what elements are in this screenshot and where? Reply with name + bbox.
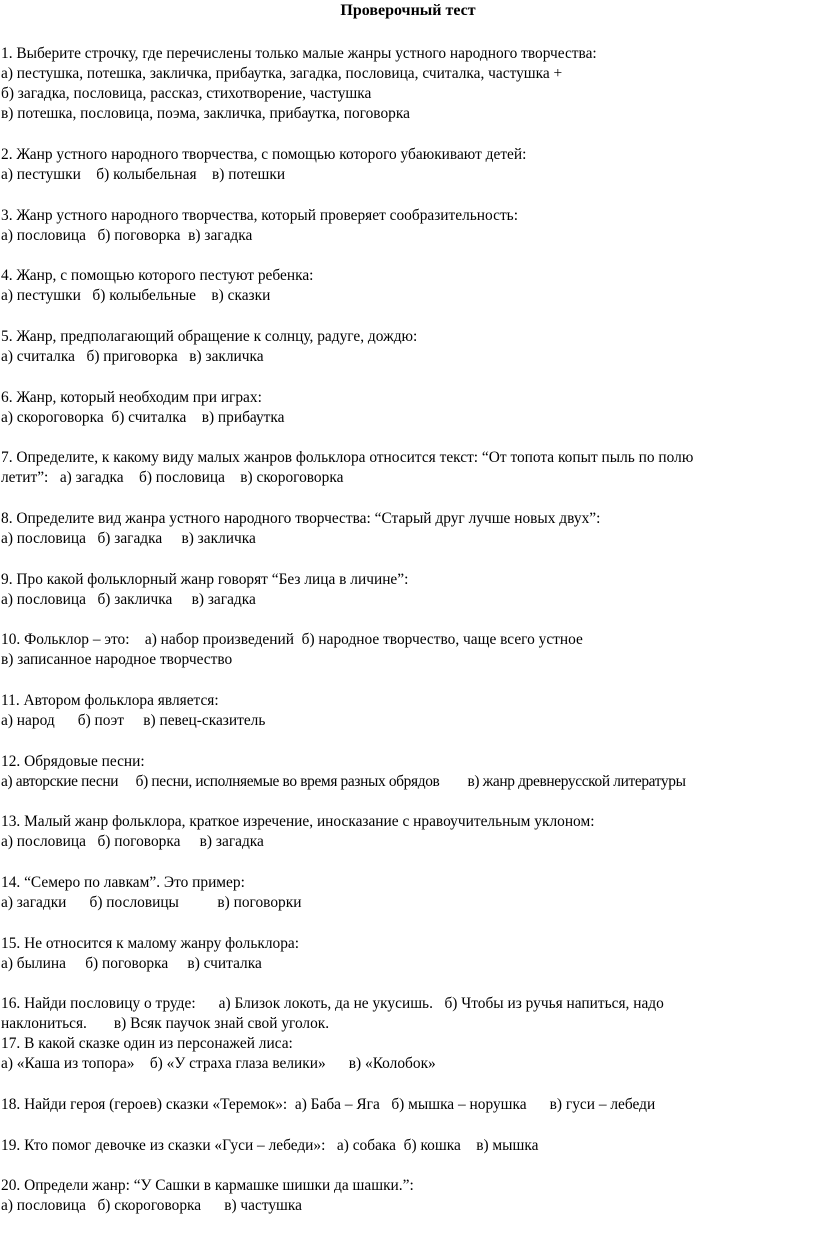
- page-title: Проверочный тест: [340, 2, 476, 19]
- answer-line: а) пестушки б) колыбельная в) потешки: [1, 166, 286, 183]
- question-18: 18. Найди героя (героев) сказки «Теремок»: а) Баба – Яга б) мышка – норушка в) гуси – лебеди: [1, 1096, 656, 1113]
- answer-line: летит”: а) загадка б) пословица в) скороговорка: [1, 469, 344, 486]
- question-7: 7. Определите, к какому виду малых жанров фольклора относится текст: “От топота копыт пыль по полю: [1, 449, 694, 466]
- answer-line: а) былина б) поговорка в) считалка: [1, 955, 262, 972]
- question-14: 14. “Семеро по лавкам”. Это пример:: [1, 874, 245, 891]
- question-20: 20. Определи жанр: “У Сашки в кармашке шишки да шашки.”:: [1, 1177, 414, 1194]
- question-5: 5. Жанр, предполагающий обращение к солнцу, радуге, дождю:: [1, 328, 418, 345]
- question-16: 16. Найди пословицу о труде: а) Близок локоть, да не укусишь. б) Чтобы из ручья напиться, надо: [1, 995, 664, 1012]
- answer-line: а) пословица б) загадка в) закличка: [1, 530, 256, 547]
- question-3: 3. Жанр устного народного творчества, который проверяет сообразительность:: [1, 207, 518, 224]
- question-12: 12. Обрядовые песни:: [1, 753, 145, 770]
- answer-line: в) записанное народное творчество: [1, 651, 233, 668]
- question-6: 6. Жанр, который необходим при играх:: [1, 389, 262, 406]
- question-13: 13. Малый жанр фольклора, краткое изречение, иносказание с нравоучительным уклоном:: [1, 813, 595, 830]
- question-2: 2. Жанр устного народного творчества, с помощью которого убаюкивают детей:: [1, 146, 527, 163]
- answer-line: а) народ б) поэт в) певец-сказитель: [1, 712, 266, 729]
- question-15: 15. Не относится к малому жанру фольклора:: [1, 935, 299, 952]
- answer-line: а) считалка б) приговорка в) закличка: [1, 348, 264, 365]
- answer-line: а) пословица б) скороговорка в) частушка: [1, 1197, 302, 1214]
- question-17: 17. В какой сказке один из персонажей лиса:: [1, 1035, 293, 1052]
- answer-line: а) пестушки б) колыбельные в) сказки: [1, 287, 271, 304]
- answer-line: а) пословица б) поговорка в) загадка: [1, 833, 264, 850]
- answer-line: а) пословица б) поговорка в) загадка: [1, 227, 253, 244]
- question-19: 19. Кто помог девочке из сказки «Гуси – лебеди»: а) собака б) кошка в) мышка: [1, 1137, 539, 1154]
- answer-line: а) скороговорка б) считалка в) прибаутка: [1, 409, 285, 426]
- question-11: 11. Автором фольклора является:: [1, 692, 219, 709]
- question-8: 8. Определите вид жанра устного народного творчества: “Старый друг лучше новых двух”:: [1, 510, 601, 527]
- answer-line: а) пословица б) закличка в) загадка: [1, 591, 256, 608]
- question-9: 9. Про какой фольклорный жанр говорят “Без лица в личине”:: [1, 571, 409, 588]
- answer-line: наклониться. в) Всяк паучок знай свой уголок.: [1, 1015, 330, 1032]
- answer-line: а) пестушка, потешка, закличка, прибаутка, загадка, пословица, считалка, частушка +: [1, 65, 563, 82]
- answer-line: а) загадки б) пословицы в) поговорки: [1, 894, 302, 911]
- answer-line: б) загадка, пословица, рассказ, стихотворение, частушка: [1, 85, 372, 102]
- question-10: 10. Фольклор – это: а) набор произведений б) народное творчество, чаще всего устное: [1, 631, 583, 648]
- question-4: 4. Жанр, с помощью которого пестуют ребенка:: [1, 267, 314, 284]
- answer-line: в) потешка, пословица, поэма, закличка, прибаутка, поговорка: [1, 105, 410, 122]
- answer-line: а) авторские песни б) песни, исполняемые во время разных обрядов в) жанр древнерусской литературы: [1, 773, 686, 790]
- answer-line: а) «Каша из топора» б) «У страха глаза велики» в) «Колобок»: [1, 1055, 436, 1072]
- question-1: 1. Выберите строчку, где перечислены только малые жанры устного народного творчества:: [1, 45, 597, 62]
